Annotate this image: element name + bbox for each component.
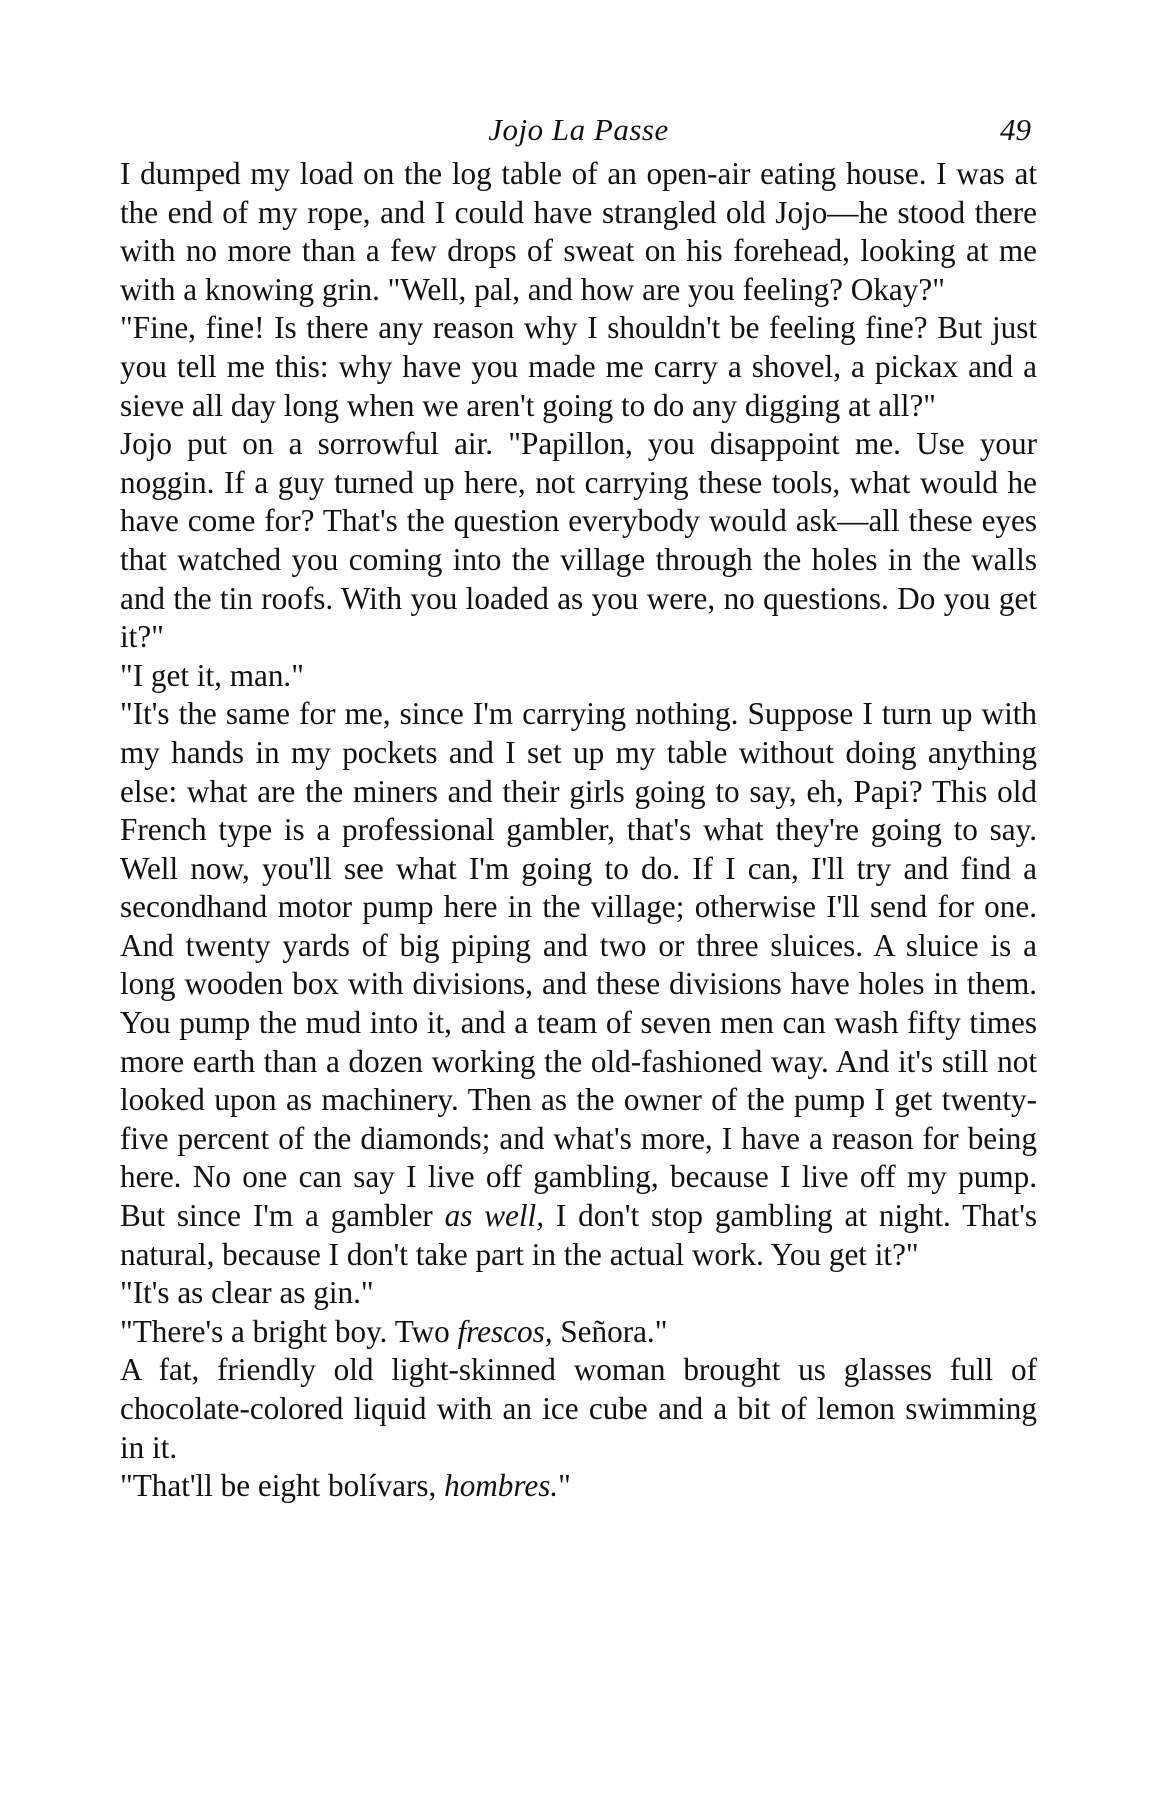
body-text (120, 155, 1037, 1506)
book-page (120, 112, 1037, 1506)
paragraph-text: I don't stop gambling at night. That's natural, because I don't take part in the actual work. You get it?" (120, 1198, 1037, 1272)
paragraph (120, 1467, 1037, 1506)
paragraph: A fat, friendly old light-skinned woman brought us glasses full of chocolate-colored liquid with an ice cube and a bit of lemon swimming in it. (120, 1352, 1037, 1465)
paragraph-text: "It's the same for me, since I'm carrying nothing. Suppose I turn up with my hands in my pockets and I set up my table without doing anything else: what are the miners and their girls going to say, eh, Papi? This old French type is a professional gambler, that's what they're going to say. Well now, you'll see what I'm going to do. If I can, I'll try and find a secondhand motor pump here in the village; otherwise I'll send for one. And twenty yards of big piping and two or three sluices. A sluice is a long wooden box with divisions, and these divisions have holes in them. You pump the mud into it, and a team of seven men can wash fifty times more earth than a dozen working the old-fashioned way. And it's still not looked upon as machinery. Then as the owner of the pump I get twenty-five percent of the diamonds; and what's more, I have a reason for being here. No one can say I live off gambling, because I live off my pump. But since I'm a gambler (120, 696, 1037, 1234)
italic-phrase: frescos, (457, 1313, 553, 1349)
paragraph (120, 1313, 1037, 1352)
paragraph-text: "There's a bright boy. Two (120, 1313, 458, 1349)
paragraph: "I get it, man." (120, 657, 304, 693)
paragraph: Jojo put on a sorrowful air. "Papillon, you disappoint me. Use your noggin. If a guy turned up here, not carrying these tools, what would he have come for? That's the question everybody would ask—all these eyes that watched you coming into the village through the holes in the walls and the tin roofs. With you loaded as you were, no questions. Do you get it?" (120, 426, 1037, 655)
italic-phrase: as well, (444, 1198, 545, 1234)
paragraph-text: " (558, 1468, 571, 1504)
paragraph (120, 695, 1037, 1274)
paragraph-text: "That'll be eight bolívars, (120, 1468, 445, 1504)
paragraph-text: Señora." (552, 1313, 668, 1349)
paragraph: "It's as clear as gin." (120, 1275, 374, 1311)
running-head (120, 112, 1037, 152)
paragraph: "Fine, fine! Is there any reason why I shouldn't be feeling fine? But just you tell me this: why have you made me carry a shovel, a pickax and a sieve all day long when we aren't going to do any digging at all?" (120, 310, 1037, 423)
running-title: Jojo La Passe (488, 112, 669, 147)
page-number: 49 (1000, 112, 1031, 147)
italic-phrase: hombres. (444, 1468, 559, 1504)
paragraph: I dumped my load on the log table of an open-air eating house. I was at the end of my rope, and I could have strangled old Jojo—he stood there with no more than a few drops of sweat on his forehead, looking at me with a knowing grin. "Well, pal, and how are you feeling? Okay?" (120, 156, 1037, 307)
